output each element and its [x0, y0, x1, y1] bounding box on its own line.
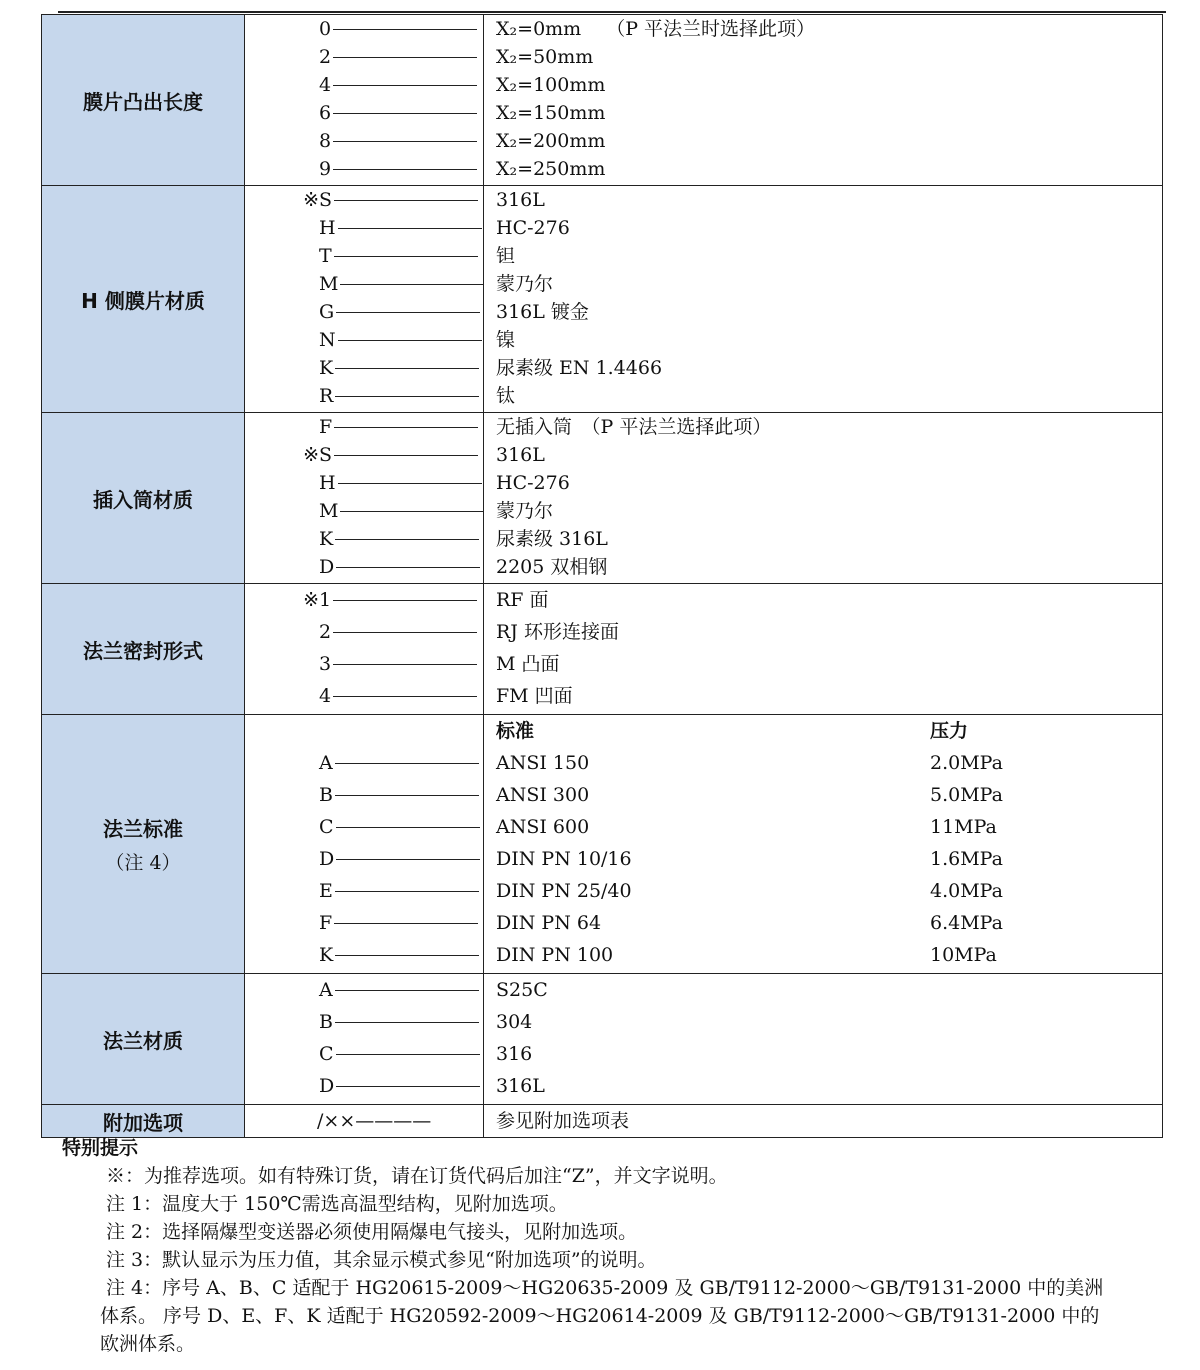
- code-row: 6: [245, 99, 483, 127]
- description-row: ANSI 150 2.0MPa: [496, 752, 1003, 774]
- note-4-line-3: 欧洲体系。: [100, 1333, 196, 1355]
- description-row: 尿素级 316L: [496, 528, 608, 550]
- code-row: K: [245, 525, 483, 553]
- code-column: [245, 974, 484, 1105]
- code-row: R: [245, 382, 483, 410]
- description-row: 无插入筒 （P 平法兰选择此项）: [496, 416, 772, 438]
- note-item: 注 3：默认显示为压力值，其余显示模式参见“附加选项”的说明。: [106, 1249, 657, 1271]
- description-row: 2205 双相钢: [496, 556, 608, 578]
- description-row: DIN PN 64 6.4MPa: [496, 912, 1003, 934]
- description-row: RF 面: [496, 589, 549, 611]
- code-row: T: [245, 242, 483, 270]
- code-column: [245, 1105, 484, 1138]
- section-flange-seal-type: [42, 584, 1163, 715]
- description-row: X₂=100mm: [496, 74, 606, 96]
- code-row: /××————: [317, 1110, 432, 1132]
- code-column: [245, 584, 484, 715]
- description-row: DIN PN 100 10MPa: [496, 944, 997, 966]
- code-row: 2: [245, 43, 483, 71]
- section-title: 附加选项: [42, 1105, 245, 1138]
- code-row: D: [245, 553, 483, 581]
- description-row: 参见附加选项表: [496, 1110, 630, 1132]
- description-row: M 凸面: [496, 653, 560, 675]
- description-row: 钽: [496, 245, 516, 267]
- description-row: 304: [496, 1011, 533, 1033]
- code-row: M: [245, 270, 483, 298]
- spec-table: [41, 14, 1163, 1138]
- note-item: 注 1：温度大于 150℃需选高温型结构，见附加选项。: [106, 1193, 568, 1215]
- description-row: 镍: [496, 329, 516, 351]
- code-row: D: [245, 1070, 483, 1102]
- code-row: C: [245, 811, 483, 843]
- code-row: M: [245, 497, 483, 525]
- description-row: 316L: [496, 444, 545, 466]
- note-4-line-2: 体系。 序号 D、E、F、K 适配于 HG20592-2009～HG20614-2009 及 GB/T9112-2000～GB/T9131-2000 中的: [100, 1305, 1100, 1327]
- description-row: 蒙乃尔: [496, 273, 554, 295]
- code-row: 9: [245, 155, 483, 183]
- description-row: RJ 环形连接面: [496, 621, 619, 643]
- description-row: 316L: [496, 189, 545, 211]
- code-row: H: [245, 469, 483, 497]
- section-title: 法兰标准 （注 4）: [42, 715, 245, 974]
- section-diaphragm-length: [42, 15, 1163, 186]
- section-title: 插入筒材质: [42, 413, 245, 584]
- section-h-diaphragm-material: [42, 186, 1163, 413]
- code-row: 0: [245, 15, 483, 43]
- description-row: 316L 镀金: [496, 301, 589, 323]
- section-title: 法兰密封形式: [42, 584, 245, 715]
- code-row: 3: [245, 648, 483, 680]
- code-row: B: [245, 779, 483, 811]
- section-flange-standard: [42, 715, 1163, 974]
- description-row: FM 凹面: [496, 685, 573, 707]
- code-row: ※1: [245, 584, 483, 616]
- code-column: [245, 413, 484, 584]
- description-column: [484, 413, 1163, 584]
- description-column: [484, 974, 1163, 1105]
- description-row: DIN PN 25/40 4.0MPa: [496, 880, 1003, 902]
- description-column: [484, 186, 1163, 413]
- note-4-line-1: 注 4：序号 A、B、C 适配于 HG20615-2009～HG20635-2009 及 GB/T9112-2000～GB/T9131-2000 中的美洲: [106, 1277, 1104, 1299]
- top-rule: [58, 11, 1166, 13]
- note-item: ※：为推荐选项。如有特殊订货，请在订货代码后加注“Z”，并文字说明。: [106, 1165, 728, 1187]
- description-row: 316L: [496, 1075, 545, 1097]
- description-row: X₂=150mm: [496, 102, 606, 124]
- code-column: [245, 186, 484, 413]
- code-row: B: [245, 1006, 483, 1038]
- description-row: 316: [496, 1043, 533, 1065]
- section-insert-tube-material: [42, 413, 1163, 584]
- description-row: 尿素级 EN 1.4466: [496, 357, 663, 379]
- description-row: ANSI 300 5.0MPa: [496, 784, 1003, 806]
- notes-title: 特别提示: [62, 1137, 139, 1159]
- description-row: HC-276: [496, 472, 570, 494]
- description-row: X₂=250mm: [496, 158, 606, 180]
- code-row: 4: [245, 680, 483, 712]
- description-row: S25C: [496, 979, 548, 1001]
- description-row: X₂=200mm: [496, 130, 606, 152]
- column-header: 标准 压力: [496, 720, 969, 742]
- code-row: 4: [245, 71, 483, 99]
- code-row: C: [245, 1038, 483, 1070]
- code-row: G: [245, 298, 483, 326]
- special-notes: [62, 1134, 1162, 1358]
- code-row: K: [245, 939, 483, 971]
- description-row: 蒙乃尔: [496, 500, 554, 522]
- section-title: 法兰材质: [42, 974, 245, 1105]
- code-row: A: [245, 974, 483, 1006]
- description-row: ANSI 600 11MPa: [496, 816, 997, 838]
- description-row: DIN PN 10/16 1.6MPa: [496, 848, 1003, 870]
- code-column: [245, 15, 484, 186]
- code-row: ※S: [245, 186, 483, 214]
- code-row: D: [245, 843, 483, 875]
- section-title: H 侧膜片材质: [42, 186, 245, 413]
- section-subtitle: （注 4）: [105, 852, 181, 874]
- code-row: K: [245, 354, 483, 382]
- section-title: 膜片凸出长度: [42, 15, 245, 186]
- code-row: 8: [245, 127, 483, 155]
- description-row: HC-276: [496, 217, 570, 239]
- description-row: X₂=0mm （P 平法兰时选择此项）: [496, 18, 816, 40]
- note-item: 注 2：选择隔爆型变送器必须使用隔爆电气接头，见附加选项。: [106, 1221, 638, 1243]
- description-row: 钛: [496, 385, 516, 407]
- description-column: [484, 715, 1163, 974]
- code-row: E: [245, 875, 483, 907]
- code-row: F: [245, 413, 483, 441]
- description-column: [484, 584, 1163, 715]
- code-row: N: [245, 326, 483, 354]
- code-row: ※S: [245, 441, 483, 469]
- section-additional-options: [42, 1105, 1163, 1138]
- code-row: 2: [245, 616, 483, 648]
- code-column: [245, 715, 484, 974]
- code-row: F: [245, 907, 483, 939]
- description-row: X₂=50mm: [496, 46, 594, 68]
- section-flange-material: [42, 974, 1163, 1105]
- description-column: [484, 1105, 1163, 1138]
- code-row: H: [245, 214, 483, 242]
- code-row: A: [245, 747, 483, 779]
- description-column: [484, 15, 1163, 186]
